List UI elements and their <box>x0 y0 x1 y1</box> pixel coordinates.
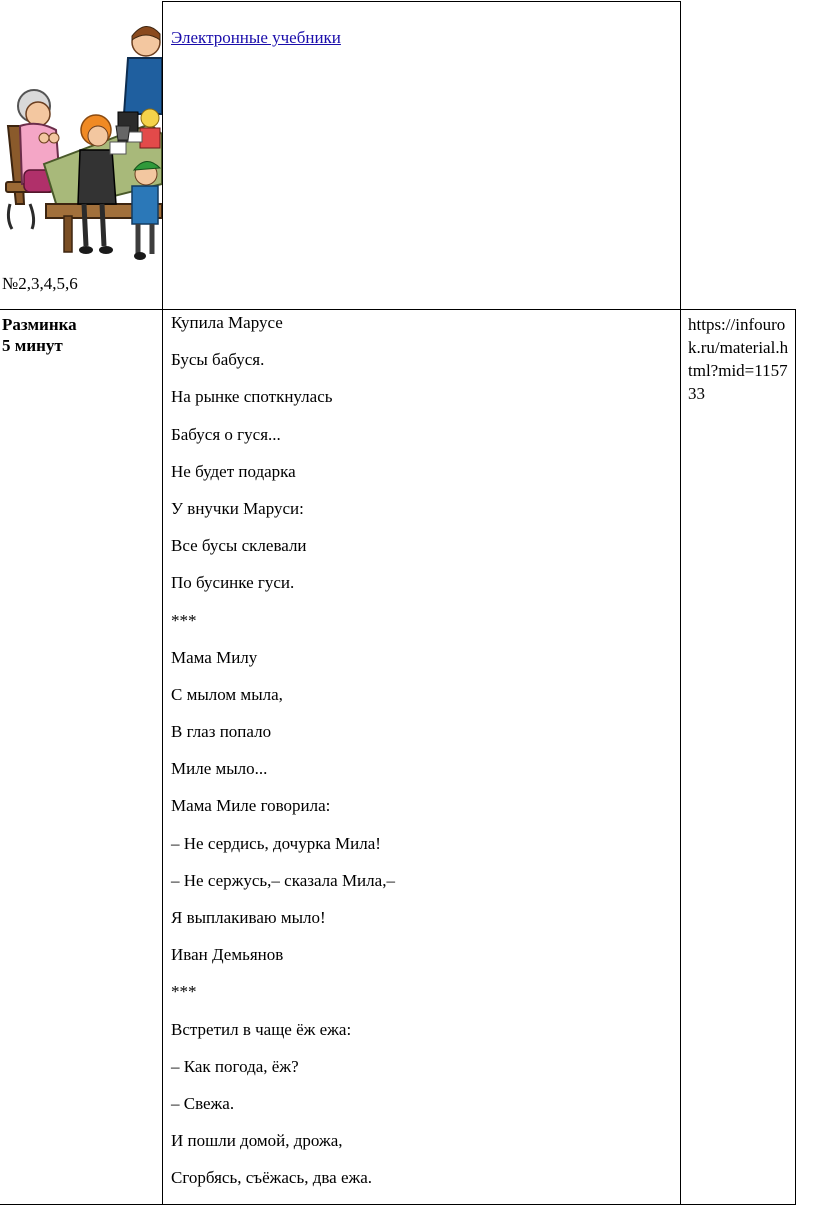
poem-line: Миле мыло... <box>171 759 268 779</box>
warmup-title: Разминка <box>2 315 77 334</box>
poem-line: На рынке споткнулась <box>171 387 333 407</box>
table-border-right <box>795 309 796 1205</box>
poem-line: Сгорбясь, съёжась, два ежа. <box>171 1168 373 1188</box>
poem-line: Я выплакиваю мыло! <box>171 908 326 927</box>
poem-line: И пошли домой, дрожа, <box>171 1131 343 1151</box>
table-border-top-middle <box>162 1 681 2</box>
ebook-link[interactable]: Электронные учебники <box>171 28 341 47</box>
poem-line: Мама Милу <box>171 647 258 667</box>
poem-line: С мылом мыла, <box>171 684 283 704</box>
poem-line: Не будет подарка <box>171 461 296 481</box>
poem-line: Купила Марусе <box>171 313 283 332</box>
poem-line: – Не сержусь,– сказала Мила,– <box>171 870 395 890</box>
warmup-duration: 5 минут <box>2 336 63 355</box>
poem-line: Бабуся о гуся... <box>171 424 281 444</box>
poem-line: Бусы бабуся. <box>171 350 265 370</box>
poem-line: Мама Миле говорила: <box>171 796 331 816</box>
poem-line: По бусинке гуси. <box>171 573 295 593</box>
poem-line: В глаз попало <box>171 722 272 742</box>
poem-line: – Свежа. <box>171 1093 235 1113</box>
table-column-divider-right <box>680 1 681 1205</box>
family-at-table-illustration <box>0 14 162 262</box>
warmup-label <box>2 314 152 356</box>
family-illustration-svg <box>0 14 162 262</box>
poem-line: У внучки Маруси: <box>171 498 304 518</box>
poem-line: Все бусы склевали <box>171 536 307 556</box>
table-row-divider <box>0 309 796 310</box>
poem-separator: *** <box>171 610 197 630</box>
task-numbers: №2,3,4,5,6 <box>2 274 78 293</box>
warmup-poem <box>171 312 671 1205</box>
poem-line: Встретил в чаще ёж ежа: <box>171 1019 352 1039</box>
poem-line: – Не сердись, дочурка Мила! <box>171 833 381 853</box>
table-column-divider-left <box>162 1 163 1205</box>
poem-author: Иван Демьянов <box>171 945 284 965</box>
source-url: https://infourok.ru/material.html?mid=115733 <box>688 315 789 403</box>
poem-separator: *** <box>171 982 197 1002</box>
poem-line: – Как погода, ёж? <box>171 1056 299 1076</box>
